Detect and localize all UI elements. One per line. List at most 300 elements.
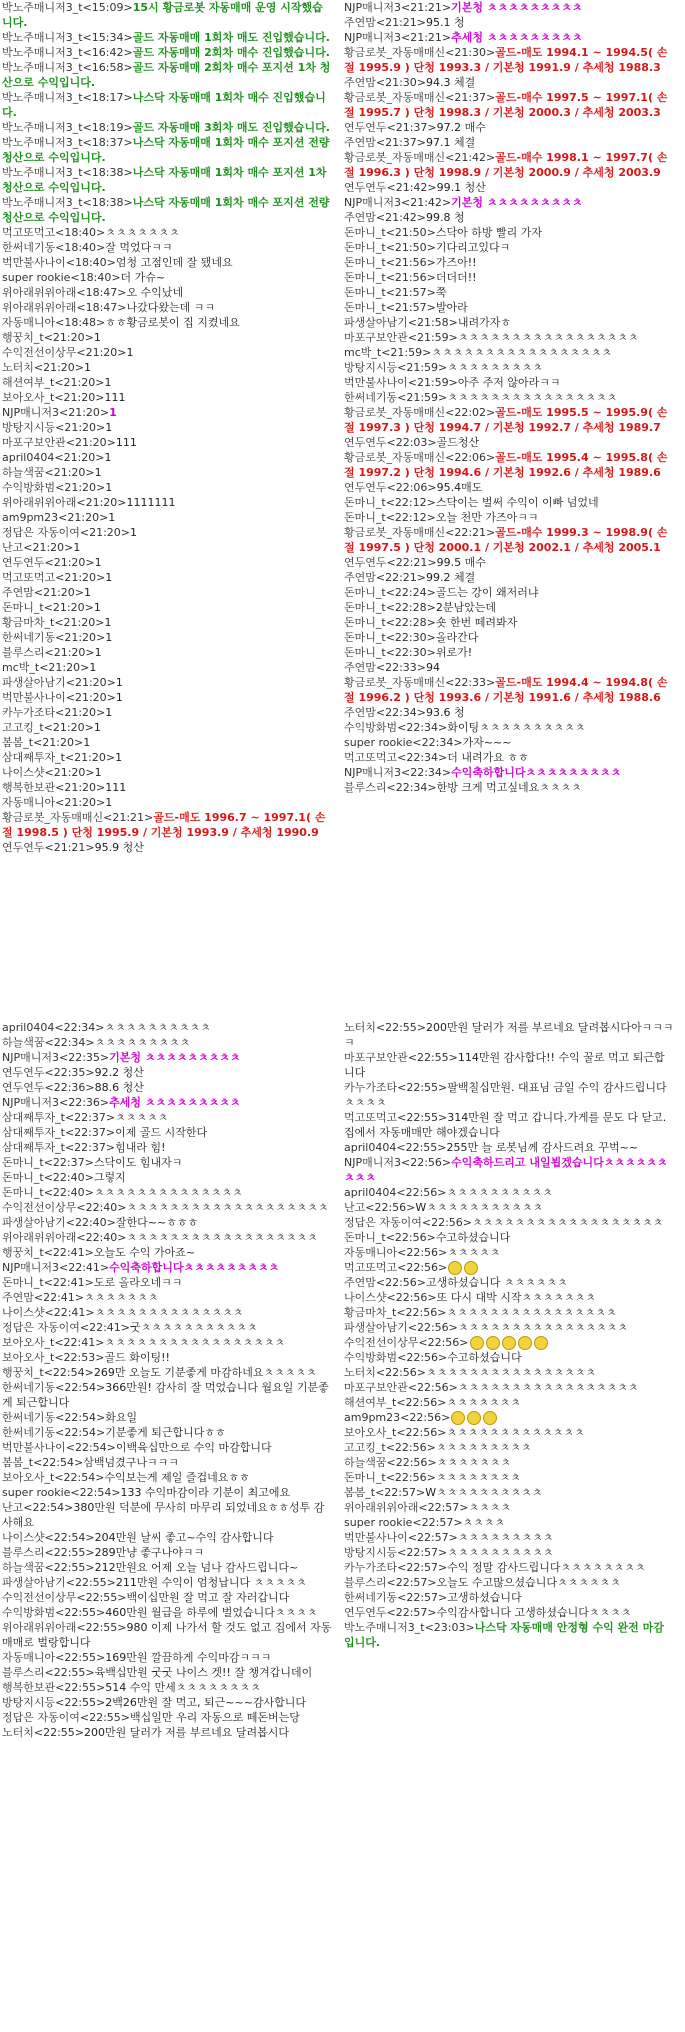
chat-sender: 돈마니_t<22:56> [344, 1471, 436, 1484]
chat-text: 1 [105, 481, 113, 494]
chat-sender: 하늘색꿈<22:56> [344, 1456, 437, 1469]
chat-message [2, 120, 332, 135]
chat-message [2, 780, 332, 795]
chat-message [344, 1395, 674, 1410]
chat-sender: 봄봄_t<22:57> [344, 1486, 426, 1499]
chat-message [344, 1515, 674, 1530]
chat-sender: 주연맘<21:37> [344, 136, 427, 149]
chat-message [344, 195, 674, 210]
chat-sender: 돈마니_t<21:50> [344, 241, 436, 254]
chat-message [2, 1155, 332, 1170]
chat-text: 백십일만 우리 자동으로 떼돈버는당 [130, 1711, 300, 1724]
chat-message [344, 330, 674, 345]
chat-sender: 행꿍치_t<22:54> [2, 1366, 94, 1379]
chat-message [2, 1410, 332, 1425]
chat-text: 나스닥 자동매매 1회차 매수 포지션 전량청산으로 수익입니다. [2, 136, 330, 164]
chat-sender: 연두연두<22:06> [344, 481, 437, 494]
chat-message [2, 1650, 332, 1665]
chat-sender: 파생살아남기<22:40> [2, 1216, 116, 1229]
chat-message [344, 1350, 674, 1365]
chat-text: 133 수익마감이라 기분이 최고에요 [120, 1486, 291, 1499]
chat-text: 1 [105, 571, 113, 584]
chat-sender: 박노주매니저3_t<16:58> [2, 61, 133, 74]
chat-message [344, 450, 674, 480]
chat-text: 88.6 청산 [94, 1081, 144, 1094]
chat-text: 발아라 [435, 301, 468, 314]
chat-text: 1 [105, 796, 113, 809]
chat-text: 나스닥 자동매매 1회차 매수 포지션 전량청산으로 수익입니다. [2, 196, 330, 224]
chat-text: 1111111 [126, 496, 176, 509]
chat-text: ㅊㅊㅊㅊㅊㅊㅊㅊㅊㅊ [446, 1186, 553, 1199]
chat-text: 1 [109, 406, 117, 419]
chat-message [2, 1290, 332, 1305]
chat-sender: NJP매니저3<22:34> [344, 766, 452, 779]
chat-message [344, 1140, 674, 1155]
chat-text: 골드-매도 1995.4 ~ 1995.8( 손절 1997.2 ) 단청 1994.6 / 기본청 1992.6 / 추세청 1989.6 [344, 451, 668, 479]
chat-text: 1 [104, 376, 112, 389]
chat-text: 골드-매도 1994.1 ~ 1994.5( 손절 1995.9 ) 단청 1993.3 / 기본청 1991.9 / 추세청 1988.3 [344, 46, 668, 74]
chat-text: 1 [93, 721, 101, 734]
chat-text: 오 수익났네 [126, 286, 184, 299]
chat-message [344, 180, 674, 195]
chat-message [2, 525, 332, 540]
chat-sender: 삼대째투자_t<21:20> [2, 751, 116, 764]
chat-message [344, 495, 674, 510]
chat-text: 힘내라 힘! [115, 1141, 166, 1154]
chat-text: ㅊㅊㅊㅊㅊ [115, 1111, 169, 1124]
chat-sender: 돈마니_t<21:57> [344, 286, 436, 299]
chat-text: ㅊㅊㅊㅊㅊㅊㅊㅊㅊㅊㅊㅊㅊㅊㅊㅊㅊ [431, 346, 612, 359]
chat-message [344, 255, 674, 270]
chat-text: 93.6 청 [426, 706, 465, 719]
chat-sender: 블루스리<22:57> [344, 1576, 437, 1589]
chat-sender: 박노주매니저3_t<18:19> [2, 121, 133, 134]
chat-text: 114만원 감사합다!! 수익 꿀로 먹고 퇴근합니다 [344, 1051, 665, 1079]
chat-message [2, 1320, 332, 1335]
chat-text: 오늘도 수익 가아죠~ [93, 1246, 196, 1259]
chat-sender: 보아오사_t<21:20> [2, 391, 105, 404]
chat-sender: 먹고또먹고<21:20> [2, 571, 106, 584]
chat-message [2, 1365, 332, 1380]
chat-text: 1 [89, 661, 97, 674]
chat-text: ㅊㅊㅊㅊㅊㅊㅊㅊㅊㅊㅊㅊㅊㅊㅊㅊㅊㅊ [472, 1216, 664, 1229]
chat-message [344, 375, 674, 390]
chat-text: ㅊㅊㅊㅊㅊㅊㅊㅊㅊ [94, 1036, 191, 1049]
smiley-emoticon-icon [464, 1261, 478, 1275]
chat-text: 나스닥 자동매매 1회차 매수 포지션 1차 청산으로 수익입니다. [2, 166, 331, 194]
chat-message [2, 510, 332, 525]
chat-message [2, 675, 332, 690]
chat-sender: 황금로봇_자동매매신<21:30> [344, 46, 496, 59]
chat-message [344, 1425, 674, 1440]
chat-sender: 돈마니_t<21:56> [344, 256, 436, 269]
chat-text: 내려가자ㅎ [457, 316, 512, 329]
chat-text: 잘한다~~ㅎㅎㅎ [115, 1216, 199, 1229]
chat-text: 나갔다왔는데 ㅋㅋ [126, 301, 216, 314]
chat-text: 2백26만원 잘 먹고, 퇴근~~~감사합니다 [105, 1696, 307, 1709]
chat-text: 스닥아 하방 빨리 가자 [435, 226, 542, 239]
chat-sender: 행복한보관<22:55> [2, 1681, 106, 1694]
chat-text: 추세청 ㅊㅊㅊㅊㅊㅊㅊㅊㅊ [451, 31, 583, 44]
chat-message [344, 1410, 674, 1425]
chat-sender: NJP매니저3<21:21> [344, 31, 452, 44]
chat-text: 또 다시 대박 시작ㅊㅊㅊㅊㅊㅊㅊ [436, 1291, 596, 1304]
chat-sender: 보아오사_t<22:53> [2, 1351, 105, 1364]
chat-sender: 블루스리<22:34> [344, 781, 437, 794]
chat-sender: 봄봄_t<22:54> [2, 1456, 84, 1469]
chat-text: 추세청 ㅊㅊㅊㅊㅊㅊㅊㅊㅊ [109, 1096, 241, 1109]
chat-sender: 연두연두<21:37> [344, 121, 437, 134]
chat-text: 111 [105, 781, 127, 794]
chat-text: 1 [83, 736, 91, 749]
chat-sender: 돈마니_t<21:20> [2, 601, 94, 614]
chat-sender: 행복한보관<21:20> [2, 781, 106, 794]
chat-sender: 돈마니_t<22:41> [2, 1276, 94, 1289]
chat-message [344, 1305, 674, 1320]
chat-text: 골드-매수 1998.1 ~ 1997.7( 손절 1996.3 ) 단청 1998.9 / 기본청 2000.9 / 추세청 2003.9 [344, 151, 668, 179]
chat-text: 980 이제 나가서 할 것도 없고 집에서 자동매매로 벌랑합니다 [2, 1621, 332, 1649]
chat-message [344, 1545, 674, 1560]
chat-message [344, 1590, 674, 1605]
chat-message [2, 1140, 332, 1155]
chat-message [344, 510, 674, 525]
chat-text: 111 [104, 391, 126, 404]
chat-message [344, 720, 674, 735]
chat-text: 가자~~~ [462, 736, 512, 749]
chat-sender: 블루스리<22:55> [2, 1546, 95, 1559]
chat-sender: NJP매니저3<22:56> [344, 1156, 452, 1169]
chat-sender: 박노주매니저3_t<18:38> [2, 196, 133, 209]
chat-sender: 돈마니_t<22:37> [2, 1156, 94, 1169]
chat-sender: 박노주매니저3_t<18:38> [2, 166, 133, 179]
chat-message [344, 1440, 674, 1455]
chat-message [2, 615, 332, 630]
chat-text: 1 [130, 526, 138, 539]
chat-sender: 수익방화범<22:55> [2, 1606, 106, 1619]
chat-sender: 주연맘<22:21> [344, 571, 427, 584]
chat-text: 1 [94, 646, 102, 659]
chat-text: 1 [126, 346, 134, 359]
chat-message [2, 420, 332, 435]
chat-message [2, 645, 332, 660]
chat-sender: 박노주매니저3_t<18:17> [2, 91, 133, 104]
chat-sender: 보아오사_t<22:56> [344, 1426, 447, 1439]
chat-message [2, 1485, 332, 1500]
chat-text: 94 [426, 661, 441, 674]
chat-message [2, 750, 332, 765]
chat-sender: april0404<22:34> [2, 1021, 105, 1034]
chat-sender: 연두연두<22:57> [344, 1606, 437, 1619]
chat-message [2, 1725, 332, 1740]
chat-text: 380만원 덕분에 무사히 마무리 되었네요ㅎㅎ성투 감사해요 [2, 1501, 325, 1529]
chat-text: ㅊㅊㅊㅊㅊㅊㅊㅊㅊㅊㅊㅊㅊㅊㅊㅊ [457, 1321, 628, 1334]
chat-message [2, 555, 332, 570]
chat-sender: 황금로봇_자동매매신<22:02> [344, 406, 496, 419]
chat-message [2, 1185, 332, 1200]
chat-sender: 연두연두<22:36> [2, 1081, 95, 1094]
chat-text: 1 [105, 421, 113, 434]
chat-text: 97.1 체결 [426, 136, 476, 149]
chat-sender: 나이스샷<22:56> [344, 1291, 437, 1304]
chat-sender: 돈마니_t<21:57> [344, 301, 436, 314]
smiley-emoticon-icon [483, 1411, 497, 1425]
chat-sender: 마포구보안관<22:55> [344, 1051, 458, 1064]
chat-message [344, 1155, 674, 1185]
chat-sender: 황금마차_t<22:56> [344, 1306, 447, 1319]
chat-sender: 수익전선이상무<21:20> [2, 346, 127, 359]
chat-text: 1 [84, 361, 92, 374]
chat-text: 1 [94, 556, 102, 569]
chat-message [2, 1065, 332, 1080]
chat-message [2, 1275, 332, 1290]
chat-text: 460만원 월급을 하루에 벌었습니다ㅊㅊㅊㅊ [105, 1606, 318, 1619]
chat-text: 수익축하합니다ㅊㅊㅊㅊㅊㅊㅊㅊㅊ [451, 766, 622, 779]
chat-text: ㅊㅊㅊㅊㅊㅊㅊㅊㅊ [457, 1531, 554, 1544]
chat-text: 200만원 달러가 저를 부르네요 달려봅시다아ㅋㅋㅋㅋ [344, 1021, 674, 1049]
chat-message [2, 1380, 332, 1410]
chat-sender: 한써네기동<21:20> [2, 631, 106, 644]
chat-message [2, 1680, 332, 1695]
chat-sender: 보아오사_t<22:41> [2, 1336, 105, 1349]
chat-message [344, 0, 674, 15]
chat-message [2, 1245, 332, 1260]
chat-message [344, 1560, 674, 1575]
chat-sender: 방탕지시등<22:57> [344, 1546, 448, 1559]
chat-message [344, 270, 674, 285]
chat-message [344, 1380, 674, 1395]
chat-sender: super rookie<22:34> [344, 736, 463, 749]
chat-message [344, 285, 674, 300]
chat-message [2, 1545, 332, 1560]
chat-message [344, 45, 674, 75]
chat-sender: 황금마차_t<21:20> [2, 616, 105, 629]
chat-sender: 위아래위위아래<22:40> [2, 1231, 127, 1244]
chat-message [2, 1530, 332, 1545]
chat-message [344, 90, 674, 120]
chat-message [344, 1620, 674, 1650]
chat-message [2, 1125, 332, 1140]
chat-text: 백이십만원 잘 먹고 잘 자러갑니다 [126, 1591, 290, 1604]
chat-text: ㅊㅊㅊㅊㅊㅊㅊㅊㅊㅊ [447, 1546, 554, 1559]
chat-sender: 행꿍치_t<21:20> [2, 331, 94, 344]
chat-message [344, 30, 674, 45]
chat-text: 골드 자동매매 2회차 매수 진입했습니다. [132, 46, 330, 59]
chat-sender: 정답은 자동이여<22:41> [2, 1321, 131, 1334]
chat-text: 95.1 청 [426, 16, 465, 29]
chat-sender: 행꿍치_t<22:41> [2, 1246, 94, 1259]
chat-text: ㅊㅊㅊㅊㅊㅊㅊㅊㅊ [435, 1441, 532, 1454]
chat-text: 1 [115, 676, 123, 689]
chat-text: 92.2 청산 [94, 1066, 144, 1079]
chat-sender: 돈마니_t<22:28> [344, 601, 436, 614]
chat-sender: NJP매니저3<21:20> [2, 406, 110, 419]
chat-message [2, 240, 332, 255]
chat-sender: 자동매니아<22:55> [2, 1651, 106, 1664]
chat-text: ㅊㅊㅊㅊㅊㅊㅊㅊㅊㅊㅊㅊㅊㅊ [94, 1306, 244, 1319]
chat-message [2, 540, 332, 555]
chat-sender: 보아오사_t<22:54> [2, 1471, 105, 1484]
chat-message [344, 75, 674, 90]
chat-message [2, 1095, 332, 1110]
chat-sender: 수익방화범<22:34> [344, 721, 448, 734]
chat-text: 골드-매수 1997.5 ~ 1997.1( 손절 1995.7 ) 단청 1998.3 / 기본청 2000.3 / 추세청 2003.3 [344, 91, 668, 119]
chat-message [2, 405, 332, 420]
chat-text: ㅊㅊㅊㅊㅊㅊㅊ [105, 226, 180, 239]
chat-text: 94.3 체결 [426, 76, 476, 89]
chat-message [2, 1440, 332, 1455]
chat-text: 팔백칠십만원. 대표님 금일 수익 감사드립니다ㅊㅊㅊㅊ [344, 1081, 667, 1109]
chat-text: 1 [105, 631, 113, 644]
chat-message [344, 1275, 674, 1290]
chat-text: 314만원 잘 먹고 갑니다.가게를 문도 다 닫고. 집에서 자동매매만 해야겠습니다 [344, 1111, 670, 1139]
chat-text: 골드-매도 1994.4 ~ 1994.8( 손절 1996.2 ) 단청 1993.6 / 기본청 1991.6 / 추세청 1988.6 [344, 676, 668, 704]
chat-message [2, 1605, 332, 1620]
chat-text: 골드-매수 1999.3 ~ 1998.9( 손절 1997.5 ) 단청 2000.1 / 기본청 2002.1 / 추세청 2005.1 [344, 526, 668, 554]
chat-text: 1 [108, 511, 116, 524]
chat-log-panel-4 [344, 1020, 674, 1650]
chat-sender: 파생살아남기<21:58> [344, 316, 458, 329]
chat-message [2, 1335, 332, 1350]
chat-text: 수익 정말 감사드립니다ㅊㅊㅊㅊㅊㅊㅊㅊ [447, 1561, 646, 1574]
chat-message [2, 270, 332, 285]
chat-sender: 주연맘<21:42> [344, 211, 427, 224]
chat-message [2, 765, 332, 780]
chat-text: 1 [84, 586, 92, 599]
chat-sender: 수익방화범<21:20> [2, 481, 106, 494]
chat-text: Wㅊㅊㅊㅊㅊㅊㅊㅊㅊㅊ [425, 1486, 543, 1499]
chat-sender: super rookie<18:40> [2, 271, 121, 284]
chat-message [2, 1695, 332, 1710]
chat-text: 1 [104, 451, 112, 464]
chat-sender: 해션여부_t<22:56> [344, 1396, 447, 1409]
chat-message [344, 300, 674, 315]
chat-message [2, 1215, 332, 1230]
chat-text: 오늘도 수고많으셨습니다ㅊㅊㅊㅊㅊㅊ [436, 1576, 621, 1589]
chat-sender: 정답은 자동이여<21:20> [2, 526, 131, 539]
chat-message [2, 450, 332, 465]
chat-sender: super rookie<22:54> [2, 1486, 121, 1499]
chat-text: ㅊㅊㅊㅊㅊㅊㅊ [436, 1456, 512, 1469]
chat-sender: 파생살아남기<22:56> [344, 1321, 458, 1334]
chat-text: 1 [115, 751, 123, 764]
chat-message [344, 315, 674, 330]
chat-sender: 벅만불사나이<18:40> [2, 256, 116, 269]
chat-message [2, 1500, 332, 1530]
chat-sender: 나이스샷<22:41> [2, 1306, 95, 1319]
chat-message [344, 1200, 674, 1215]
chat-text: 514 수익 만세ㅊㅊㅊㅊㅊㅊㅊㅊ [105, 1681, 261, 1694]
chat-text: 더 내려가요 ㅎㅎ [447, 751, 529, 764]
chat-sender: 위아래위위아래<22:55> [2, 1621, 127, 1634]
chat-text: 1 [105, 706, 113, 719]
chat-text: 기분좋게 퇴근합니다ㅎㅎ [105, 1426, 226, 1439]
chat-text: 그렇지 [93, 1171, 126, 1184]
chat-sender: april0404<22:56> [344, 1186, 447, 1199]
chat-text: 169만원 깔끔하게 수익마감ㅋㅋㅋ [105, 1651, 272, 1664]
chat-sender: 돈마니_t<22:30> [344, 631, 436, 644]
chat-message [344, 780, 674, 795]
chat-text: 99.1 청산 [436, 181, 486, 194]
chat-message [2, 465, 332, 480]
chat-text: 255만 늘 로봇님께 감사드려요 꾸벅~~ [446, 1141, 639, 1154]
chat-message [344, 480, 674, 495]
chat-text: 이백육십만으로 수익 마감합니다 [115, 1441, 272, 1454]
chat-text: 111 [115, 436, 137, 449]
chat-text: 366만원! 감사히 잘 먹었습니다 월요일 기분좋게 퇴근합니다 [2, 1381, 329, 1409]
chat-sender: 정답은 자동이여<22:55> [2, 1711, 131, 1724]
chat-log-panel-1 [2, 0, 332, 855]
chat-sender: 연두연두<22:21> [344, 556, 437, 569]
chat-message [344, 1470, 674, 1485]
chat-log-panel-2 [344, 0, 674, 795]
chat-text: 골드 자동매매 1회차 매도 진입했습니다. [132, 31, 330, 44]
chat-message [344, 735, 674, 750]
chat-message [344, 1230, 674, 1245]
chat-message [344, 210, 674, 225]
chat-sender: 마포구보안관<21:59> [344, 331, 458, 344]
chat-message [2, 720, 332, 735]
chat-sender: april0404<22:55> [344, 1141, 447, 1154]
chat-sender: 돈마니_t<22:12> [344, 496, 436, 509]
chat-message [344, 345, 674, 360]
chat-message [344, 435, 674, 450]
chat-sender: 하늘색꿈<22:55> [2, 1561, 95, 1574]
chat-sender: 마포구보안관<22:56> [344, 1381, 458, 1394]
chat-text: 가즈아!! [435, 256, 477, 269]
smiley-emoticon-icon [451, 1411, 465, 1425]
chat-message [2, 1620, 332, 1650]
chat-message [2, 1590, 332, 1605]
chat-text: 289만냥 좋구나야ㅋㅋ [94, 1546, 205, 1559]
chat-sender: 황금로봇_자동매매신<21:21> [2, 811, 154, 824]
chat-text: 1 [94, 466, 102, 479]
chat-sender: 노터치<22:55> [2, 1726, 85, 1739]
chat-sender: 방탕지시등<21:20> [2, 421, 106, 434]
chat-message [344, 1605, 674, 1620]
chat-message [2, 660, 332, 675]
chat-text: Wㅊㅊㅊㅊㅊㅊㅊㅊㅊㅊㅊ [415, 1201, 544, 1214]
chat-sender: 주연맘<21:21> [344, 16, 427, 29]
chat-text: ㅊㅊㅊㅊㅊㅊㅊㅊㅊ [447, 361, 543, 374]
chat-text: ㅊㅊㅊㅊㅊㅊㅊㅊㅊㅊㅊㅊㅊㅊㅊㅊㅊ [457, 331, 639, 344]
chat-text: 204만원 날씨 좋고~수익 감사합니다 [94, 1531, 274, 1544]
chat-text: ㅊㅊㅊㅊㅊㅊㅊㅊㅊㅊㅊㅊㅊㅊㅊㅊㅊ [104, 1336, 286, 1349]
chat-text: 나스닥 자동매매 안정형 수익 완전 마감입니다. [344, 1621, 664, 1649]
chat-sender: 박노주매니저3_t<18:37> [2, 136, 133, 149]
chat-text: 99.5 매수 [436, 556, 486, 569]
chat-sender: 카누가조타<22:57> [344, 1561, 448, 1574]
chat-sender: 노터치<21:20> [2, 361, 85, 374]
chat-text: ㅎㅎ황금로봇이 집 지켰네요 [105, 316, 240, 329]
chat-message [344, 150, 674, 180]
chat-message [2, 1350, 332, 1365]
chat-message [2, 495, 332, 510]
chat-message [344, 645, 674, 660]
chat-text: ㅊㅊㅊㅊㅊㅊㅊㅊㅊㅊㅊㅊㅊㅊㅊㅊ [447, 391, 618, 404]
chat-text: 굿ㅊㅊㅊㅊㅊㅊㅊㅊㅊㅊㅊ [130, 1321, 258, 1334]
chat-message [344, 120, 674, 135]
chat-sender: 연두연두<22:35> [2, 1066, 95, 1079]
chat-sender: 한써네기동<22:57> [344, 1591, 448, 1604]
chat-message [2, 840, 332, 855]
chat-sender: NJP매니저3<22:35> [2, 1051, 110, 1064]
chat-message [2, 1710, 332, 1725]
chat-message [2, 225, 332, 240]
chat-message [2, 1020, 332, 1035]
chat-text: 수익보는게 제일 즐겁네요ㅎㅎ [104, 1471, 250, 1484]
chat-text: 95.9 청산 [94, 841, 144, 854]
chat-text: ㅊㅊㅊㅊㅊㅊㅊㅊㅊㅊㅊㅊㅊㅊㅊㅊㅊ [457, 1381, 639, 1394]
